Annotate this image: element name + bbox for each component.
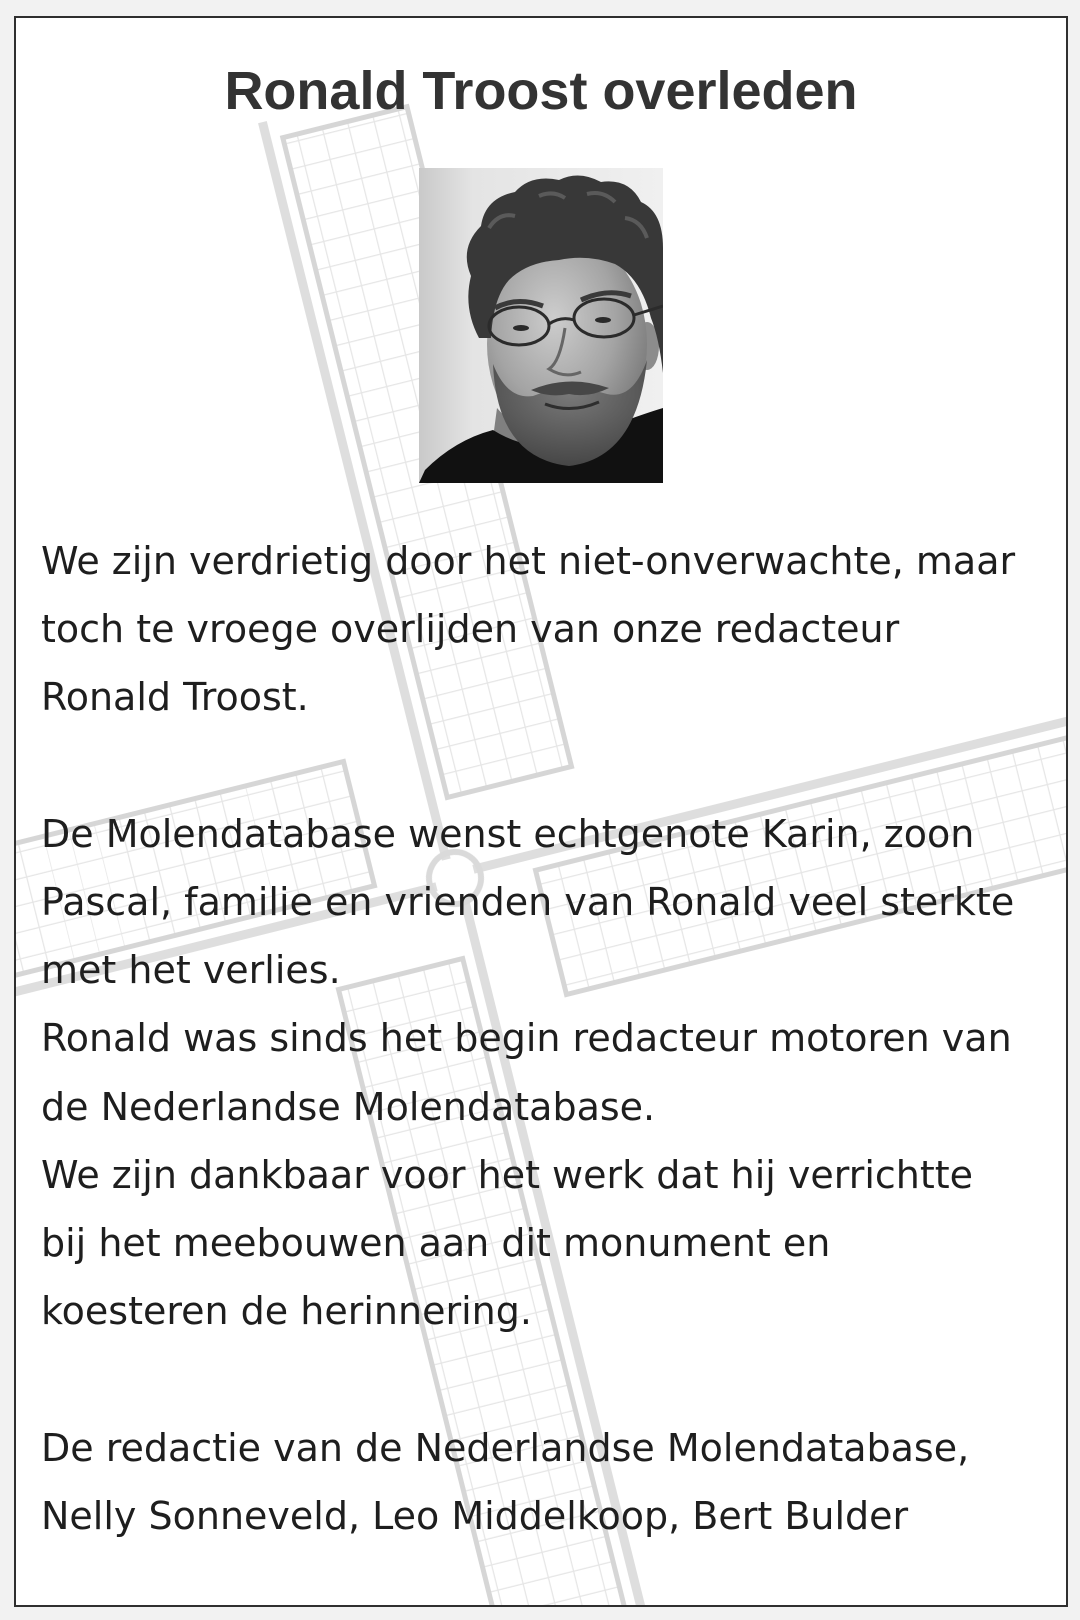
page-title: Ronald Troost overleden — [224, 61, 858, 121]
body-line: We zijn dankbaar voor het werk dat hij verrichtte — [41, 1152, 974, 1197]
body-line: toch te vroege overlijden van onze redacteur — [41, 607, 900, 652]
body-line: Pascal, familie en vrienden van Ronald veel sterkte — [41, 880, 1015, 924]
body-line: Ronald was sinds het begin redacteur motoren van — [41, 1016, 1012, 1061]
body-line: Ronald Troost. — [41, 675, 309, 720]
paragraph-condolence-message — [41, 800, 1056, 1346]
announcement-card — [14, 16, 1068, 1607]
portrait-photo — [419, 168, 663, 483]
body-line: met het verlies. — [41, 948, 341, 993]
portrait-image — [419, 168, 663, 483]
body-line: We zijn verdrietig door het niet-onverwachte, maar — [41, 539, 1016, 583]
body-line: de Nederlandse Molendatabase. — [41, 1084, 656, 1129]
announcement-body — [41, 527, 1056, 1607]
paragraph-condolence-intro — [41, 527, 1056, 732]
body-line: De Molendatabase wenst echtgenote Karin, zoon — [41, 811, 975, 856]
body-line: koesteren de herinnering. — [41, 1289, 532, 1334]
body-line: bij het meebouwen aan dit monument en — [41, 1221, 831, 1266]
signature-names: Nelly Sonneveld, Leo Middelkoop, Bert Bulder — [41, 1493, 909, 1538]
signature-line: De redactie van de Nederlandse Molendatabase, — [41, 1425, 970, 1470]
paragraph-signature — [41, 1414, 1056, 1550]
